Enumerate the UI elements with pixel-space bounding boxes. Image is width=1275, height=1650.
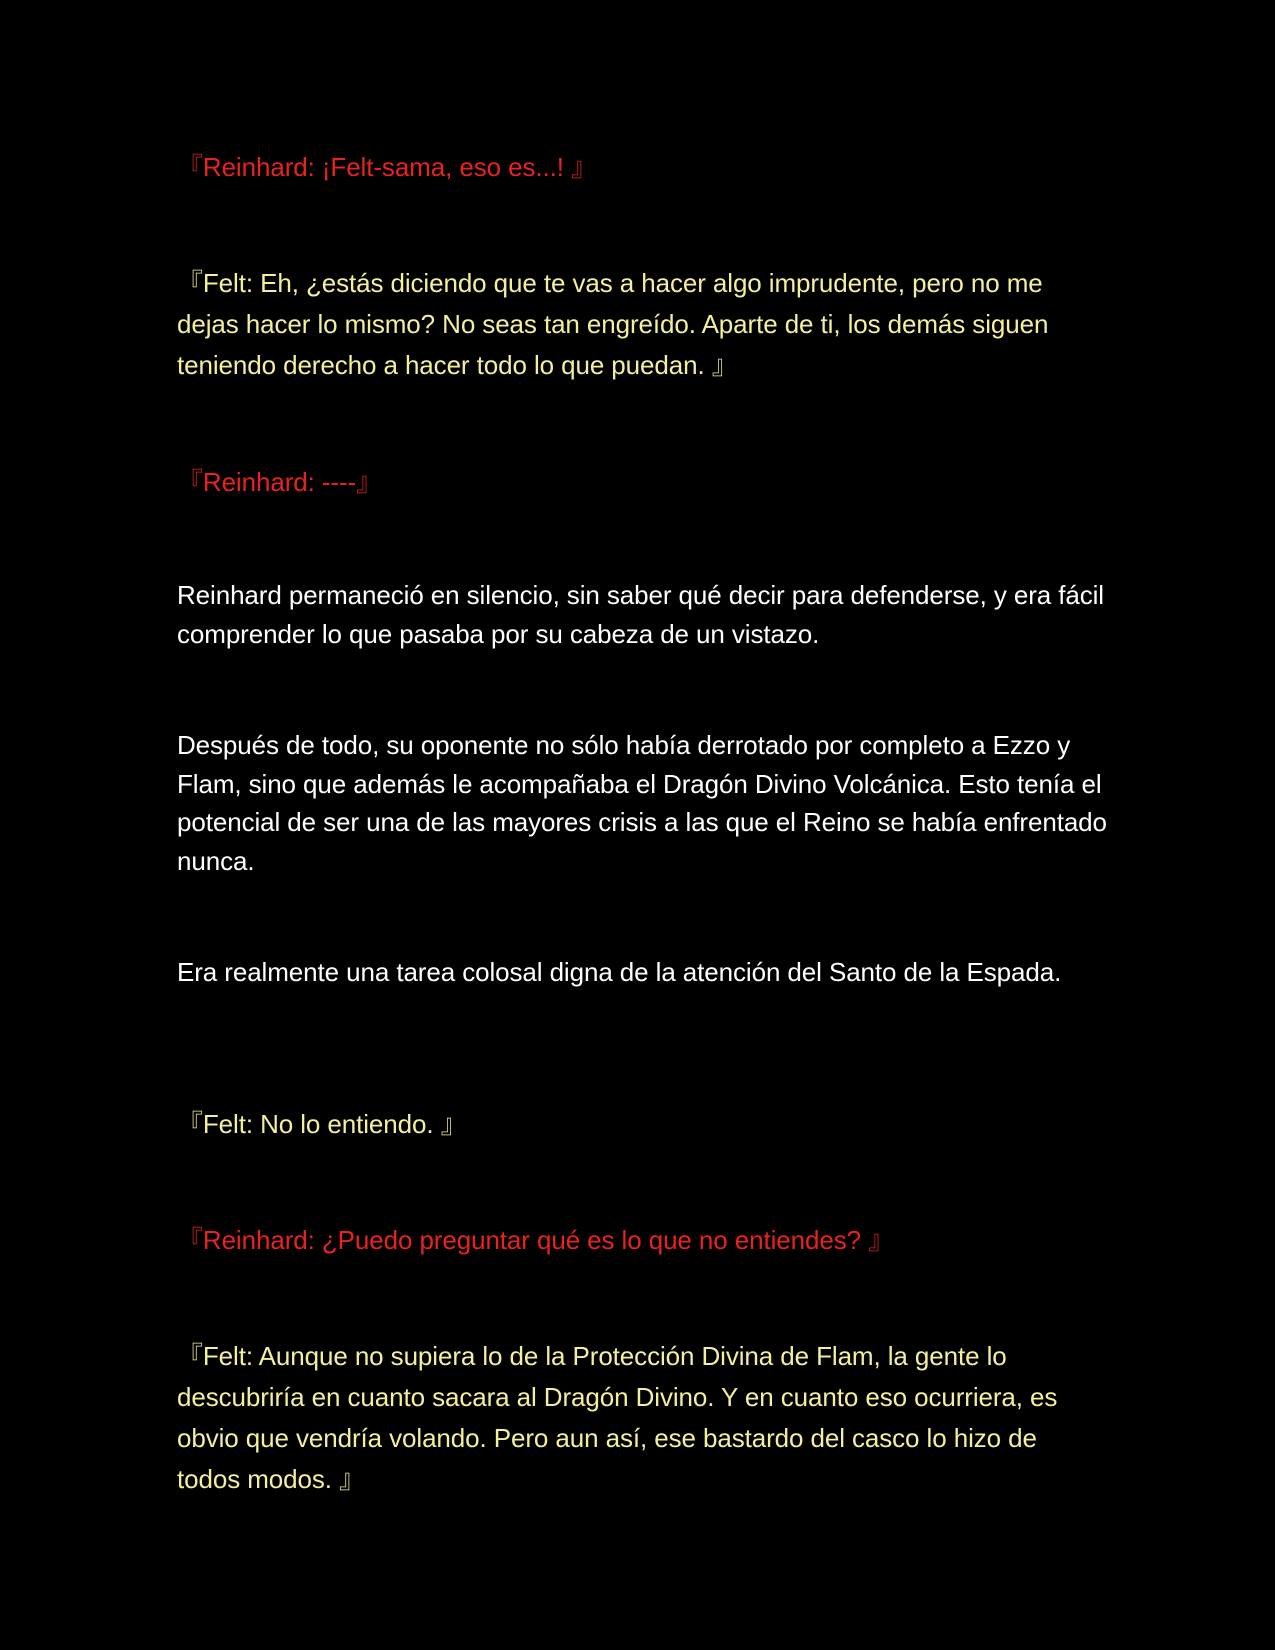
dialogue-reinhard: 『Reinhard: ¡Felt-sama, eso es...! 』 [177,152,597,182]
narration-paragraph: Después de todo, su oponente no sólo había derrotado por completo a Ezzo y Flam, sino que además le acompañaba el Dragón Divino Volcánica. Esto tenía el potencial de ser una de las mayores crisis a las que el Reino se había enfrentado nunca. [177,730,1107,876]
narration-paragraph: Era realmente una tarea colosal digna de la atención del Santo de la Espada. [177,957,1062,987]
narration-paragraph: Reinhard permaneció en silencio, sin saber qué decir para defenderse, y era fácil comprender lo que pasaba por su cabeza de un vistazo. [177,580,1104,649]
dialogue-felt: 『Felt: No lo entiendo. 』 [177,1109,467,1139]
dialogue-felt: 『Felt: Eh, ¿estás diciendo que te vas a hacer algo imprudente, pero no me dejas hacer lo mismo? No seas tan engreído. Aparte de ti, los demás siguen teniendo derecho a hacer todo lo que puedan. 』 [177,268,1049,380]
dialogue-reinhard: 『Reinhard: ¿Puedo preguntar qué es lo que no entiendes? 』 [177,1225,895,1255]
dialogue-reinhard: 『Reinhard: ----』 [177,467,382,497]
dialogue-felt: 『Felt: Aunque no supiera lo de la Protección Divina de Flam, la gente lo descubriría en cuanto sacara al Dragón Divino. Y en cuanto eso ocurriera, es obvio que vendría volando. Pero aun así, ese bastardo del casco lo hizo de todos modos. 』 [177,1341,1058,1494]
